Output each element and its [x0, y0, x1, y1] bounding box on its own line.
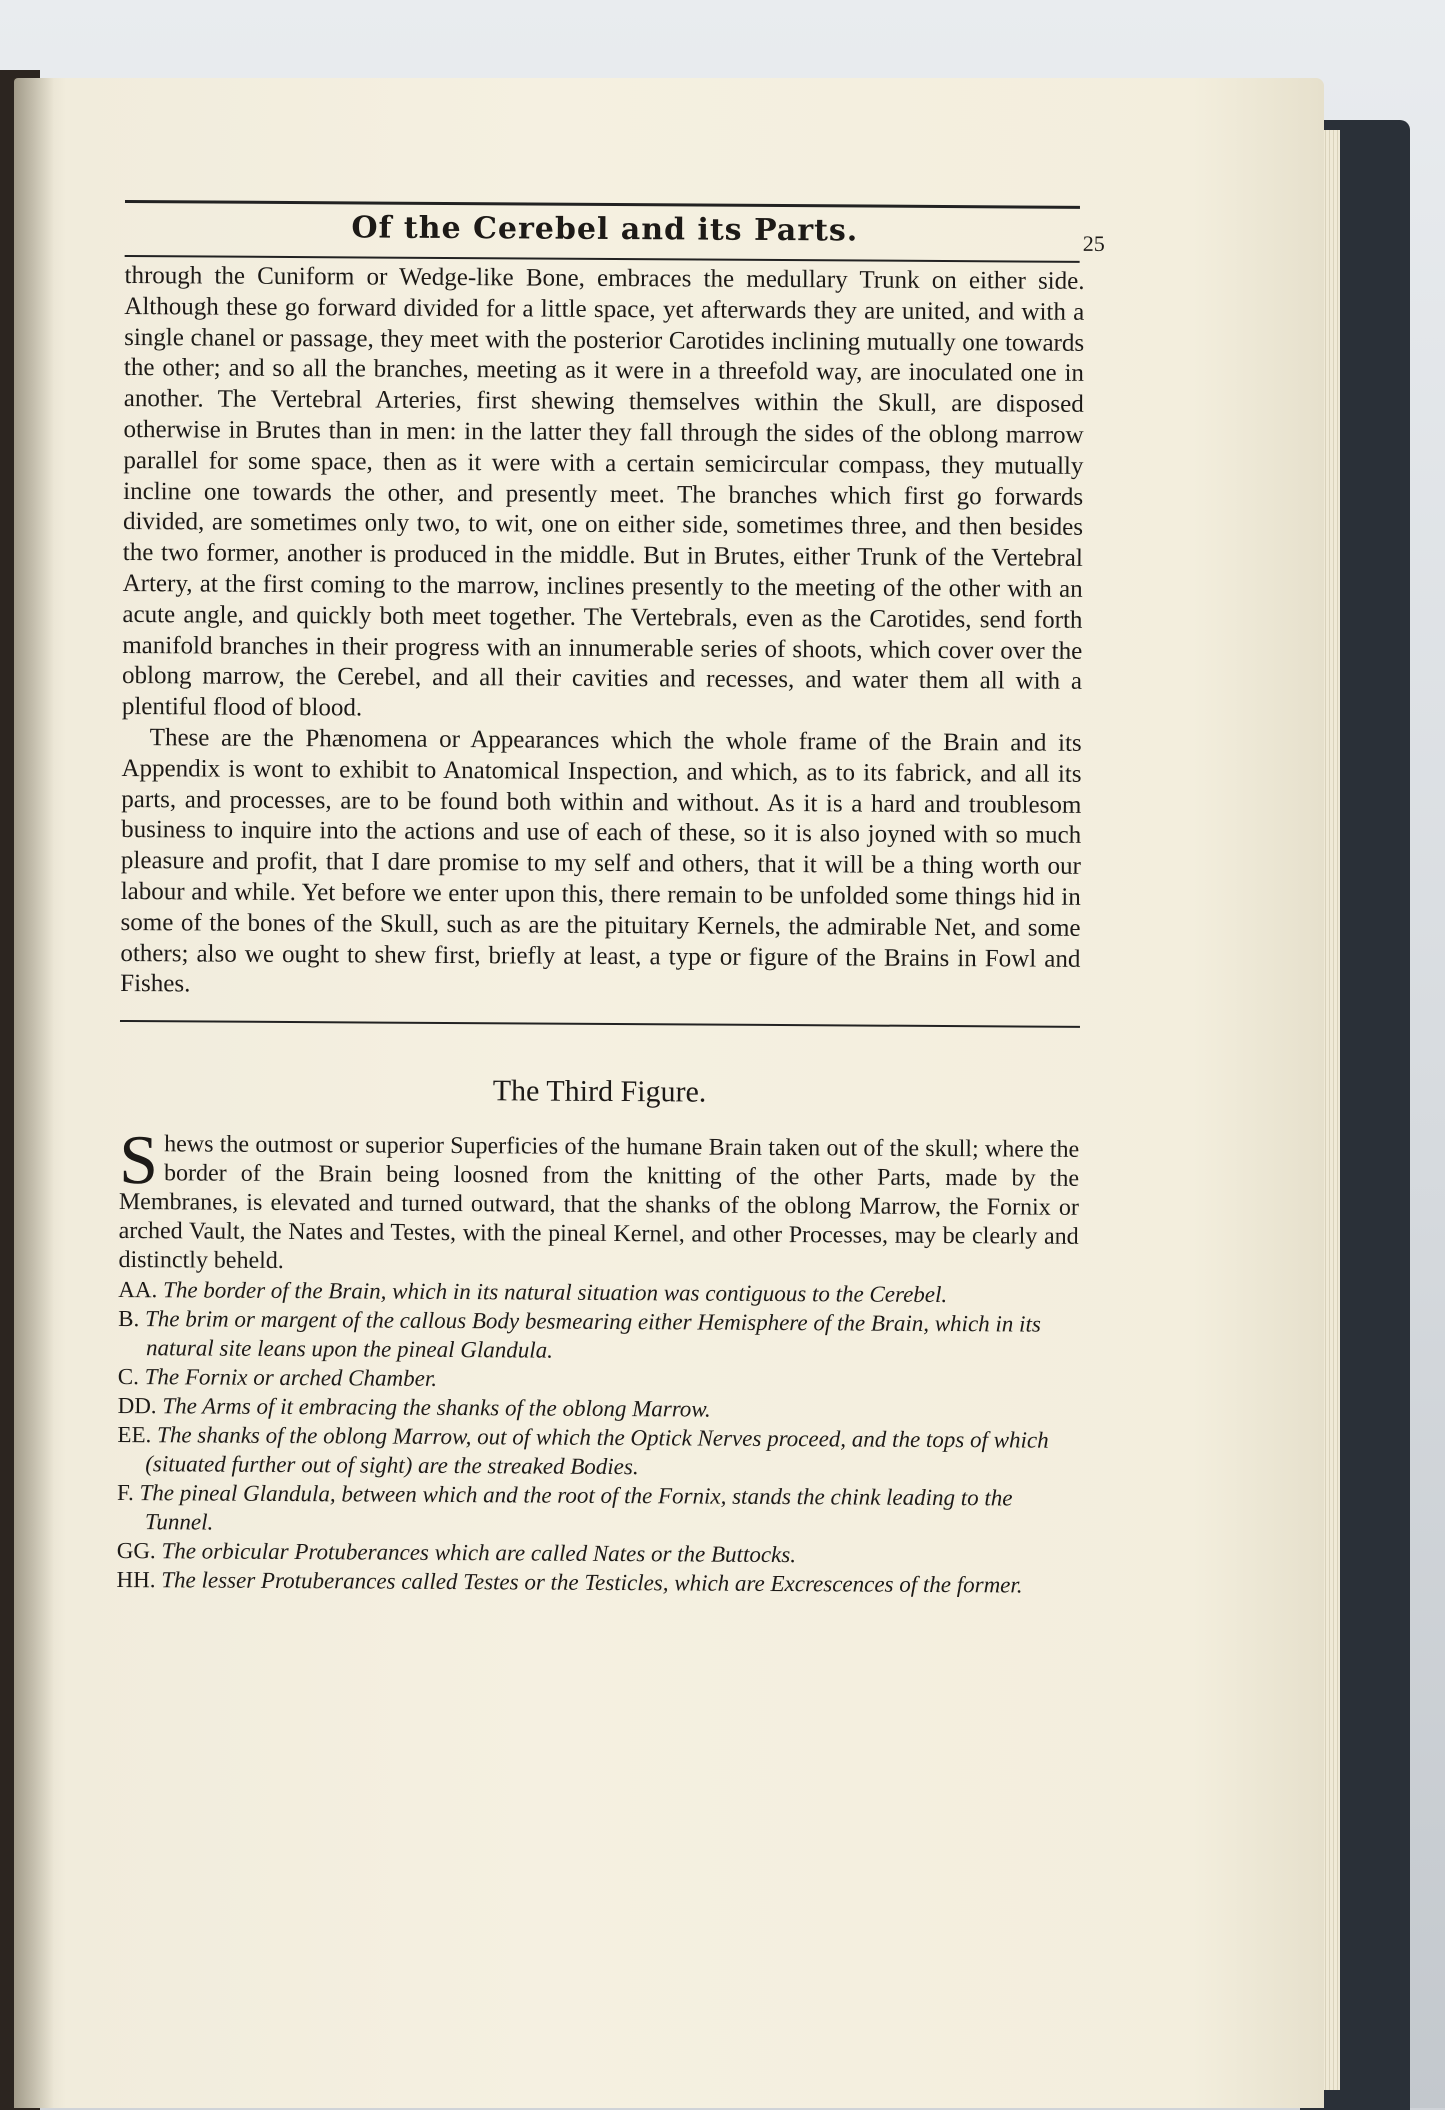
legend-key: B.	[118, 1306, 140, 1332]
legend-item	[117, 1420, 1077, 1484]
legend-text: The brim or margent of the callous Body besmearing either Hemisphere of the Brain, which in its natural site leans upon the pineal Glandula.	[144, 1306, 1041, 1363]
page-number: 25	[1082, 230, 1105, 256]
legend-key: C.	[117, 1364, 139, 1390]
figure-intro-text: hews the outmost or superior Superficies of the humane Brain taken out of the skull; where the border of the Brain being loosned from the knitting of the other Parts, made by the Membranes, is elevated and turned outward, that the shanks of the oblong Marrow, the Fornix or arched Vault, the Nates and Testes, with the pineal Kernel, and other Processes, may be clearly and distinctly beheld.	[118, 1131, 1080, 1275]
legend-key: DD.	[117, 1393, 157, 1419]
gutter-shadow	[14, 78, 54, 2108]
legend-text: The shanks of the oblong Marrow, out of which the Optick Nerves proceed, and the tops of which (situated further out of sight) are the streaked Bodies.	[145, 1422, 1049, 1480]
legend-text: The Arms of it embracing the shanks of the oblong Marrow.	[162, 1393, 711, 1422]
running-head: Of the Cerebel and its Parts.	[351, 210, 859, 249]
legend-item	[117, 1478, 1077, 1542]
paragraph: through the Cuniform or Wedge-like Bone, embraces the medullary Trunk on either side. Although these go forward divided for a little space, yet afterwards they are united, and with a single chanel or passage, they meet with the posterior Carotides inclining mutually one towards the other; and so all the branches, meeting as it were in a threefold way, are inoculated one in another. The Vertebral Arteries, first shewing themselves within the Skull, are disposed otherwise in Brutes than in men: in the latter they fall through the sides of the oblong marrow parallel for some space, then as it were with a certain semicircular compass, they mutually incline one towards the other, and presently meet. The branches which first go forwards divided, are sometimes only two, to wit, one on either side, sometimes three, and then besides the two former, another is produced in the middle. But in Brutes, either Trunk of the Vertebral Artery, at the first coming to the marrow, inclines presently to the meeting of the other with an acute angle, and quickly both meet together. The Vertebrals, even as the Carotides, send forth manifold branches in their progress with an innumerable series of shoots, which cover over the oblong marrow, the Cerebel, and all their cavities and recesses, and water them all with a plentiful flood of blood.	[121, 261, 1085, 722]
legend-item	[116, 1565, 1076, 1600]
legend-key: F.	[117, 1480, 134, 1506]
paragraph: These are the Phænomena or Appearances which the whole frame of the Brain and its Appendix is wont to exhibit to Anatomical Inspection, and which, as to its fabrick, and all its parts, and processes, are to be found both within and without. As it is a hard and troublesom business to inquire into the actions and use of each of these, so it is also joyned with so much pleasure and profit, that I dare promise to my self and others, that it will be a thing worth our labour and while. Yet before we enter upon this, there remain to be unfolded some things hid in some of the bones of the Skull, such as are the pituitary Kernels, the admirable Net, and some others; also we ought to shew first, briefly at least, a type or figure of the Brains in Fowl and Fishes.	[120, 724, 1082, 998]
legend-text: The border of the Brain, which in its natural situation was contiguous to the Cerebel.	[163, 1277, 948, 1308]
figure-title: The Third Figure.	[492, 1074, 707, 1109]
legend-item	[118, 1304, 1078, 1368]
legend-text: The Fornix or arched Chamber.	[144, 1364, 438, 1392]
body-text	[120, 261, 1084, 1006]
legend-text: The orbicular Protuberances which are called Nates or the Buttocks.	[161, 1538, 797, 1568]
figure-intro	[118, 1122, 1080, 1281]
figure-legend	[116, 1275, 1078, 1600]
legend-key: AA.	[118, 1277, 158, 1303]
legend-key: GG.	[116, 1538, 156, 1564]
page-header	[125, 203, 1105, 261]
legend-text: The pineal Glandula, between which and the root of the Fornix, stands the chink leading to the Tunnel.	[139, 1480, 1013, 1535]
section-rule	[120, 1020, 1080, 1028]
legend-key: EE.	[117, 1422, 152, 1448]
legend-text: The lesser Protuberances called Testes or the Testicles, which are Excrescences of the former.	[161, 1567, 1023, 1598]
legend-key: HH.	[116, 1567, 156, 1593]
drop-cap: S	[118, 1122, 159, 1200]
page-content	[116, 200, 1105, 1600]
